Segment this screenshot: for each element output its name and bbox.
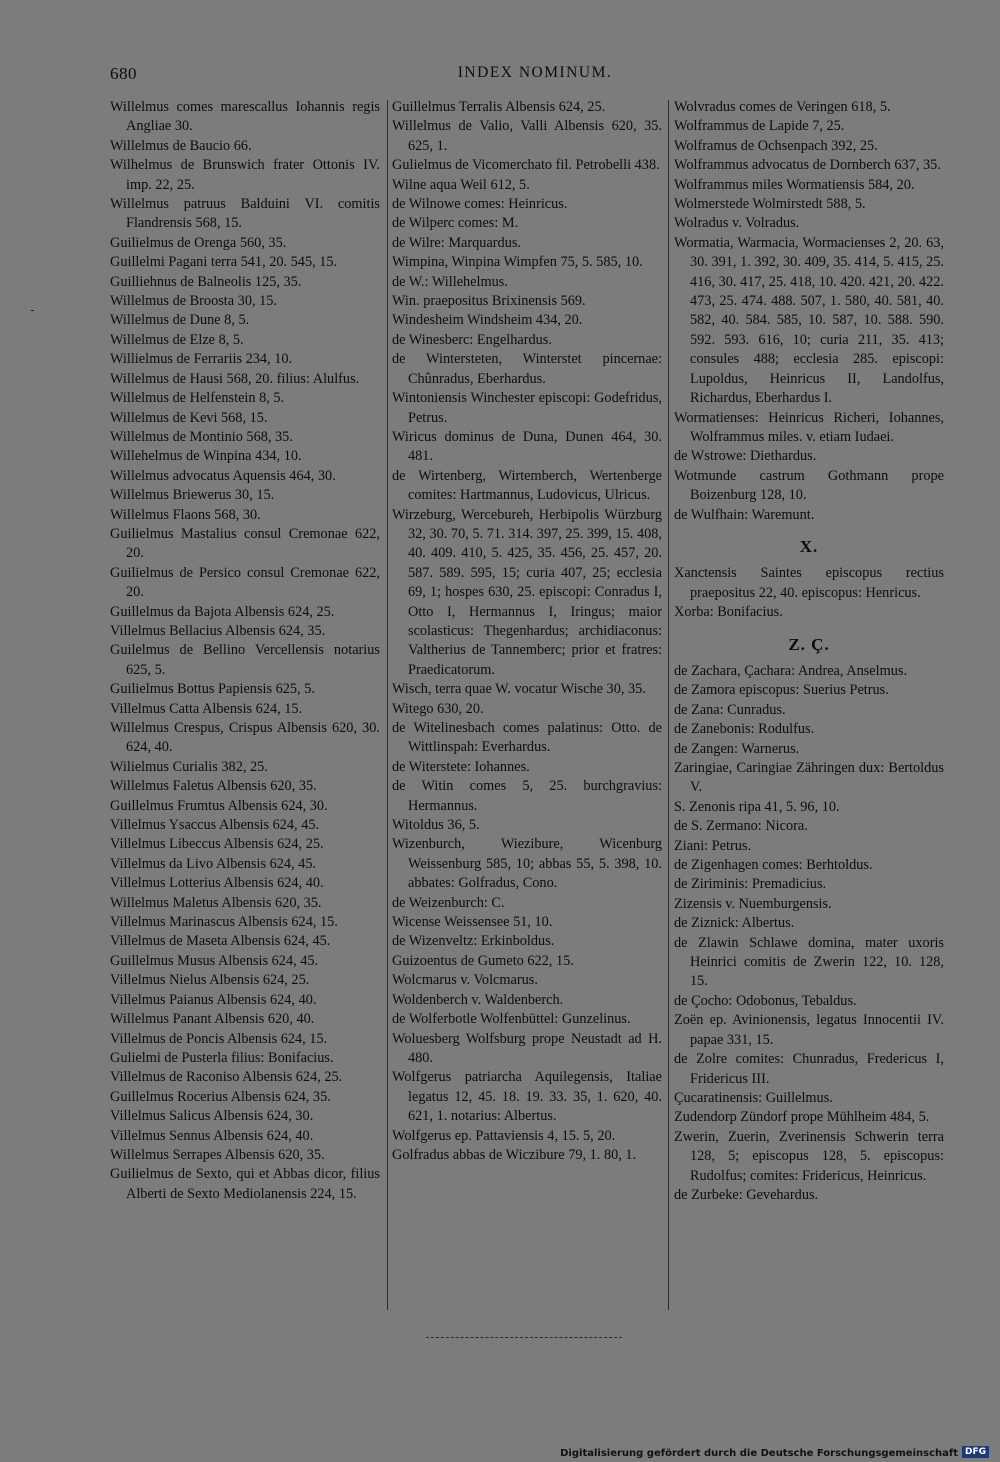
index-entry: Guilliehnus de Balneolis 125, 35. [110, 273, 302, 290]
index-entry: Zaringiae, Caringiae Zähringen dux: Bertoldus V. [674, 760, 944, 796]
index-entry: Wirzeburg, Wercebureh, Herbipolis Würzburg 32, 30. 70, 5. 71. 314. 397, 25. 399, 15. 408, 40. 409. 410, 5. 425, 35. 456, 25. 457, 20. 587. 589. 595, 15; curia 407, 25; ecclesia 69, 1; hospes 630, 25. episcopi: Conradus I, Otto I, Hermannus I, Iringus; maior scolasticus: Thegenhardus; archidiaconus: Valtherius de Tannemberc; prior et fratres: Praedicatorum. [392, 506, 662, 678]
index-entry: de Zachara, Çachara: Andrea, Anselmus. [674, 662, 908, 679]
index-entry: de Wilperc comes: M. [392, 215, 519, 232]
index-entry: Villelmus Catta Albensis 624, 15. [110, 700, 303, 717]
index-entry: Villelmus Paianus Albensis 624, 40. [110, 991, 317, 1008]
index-entry: Xorba: Bonifacius. [674, 604, 783, 621]
index-entry: Willelmus de Valio, Valli Albensis 620, 35. 625, 1. [392, 118, 662, 154]
dfg-logo: DFG [962, 1446, 989, 1458]
index-entry: Wolradus v. Volradus. [674, 215, 800, 232]
index-entry: Woluesberg Wolfsburg prope Neustadt ad H. 480. [392, 1030, 662, 1066]
column-divider [387, 100, 388, 1310]
index-entry: de W.: Willehelmus. [392, 273, 508, 290]
index-entry: Villelmus de Maseta Albensis 624, 45. [110, 933, 331, 950]
index-entry: de Witin comes 5, 25. burchgravius: Hermannus. [392, 778, 662, 814]
index-entry: Villelmus Libeccus Albensis 624, 25. [110, 836, 324, 853]
index-entry: Wolframmus miles Wormatiensis 584, 20. [674, 176, 915, 193]
index-entry: Guillelmus Frumtus Albensis 624, 30. [110, 797, 328, 814]
index-entry: Willelmus de Broosta 30, 15. [110, 293, 277, 310]
index-entry: Wotmunde castrum Gothmann prope Boizenburg 128, 10. [674, 467, 944, 504]
index-entry: de Zlawin Schlawe domina, mater uxoris Heinrici comitis de Zwerin 122, 10. 128, 15. [674, 934, 944, 990]
index-entry: Wolframus de Ochsenpach 392, 25. [674, 137, 878, 154]
index-entry: Wisch, terra quae W. vocatur Wische 30, 35. [392, 681, 646, 698]
index-entry: Willehelmus de Winpina 434, 10. [110, 448, 302, 465]
index-entry: Guillelmi Pagani terra 541, 20. 545, 15. [110, 254, 338, 271]
running-head: INDEX NOMINUM. [457, 64, 613, 81]
index-entry: Zizensis v. Nuemburgensis. [674, 895, 832, 912]
index-entry: Willelmus de Dune 8, 5. [110, 312, 250, 329]
index-entry: Ziani: Petrus. [674, 837, 752, 854]
index-entry: Villelmus Lotterius Albensis 624, 40. [110, 875, 324, 892]
index-entry: Guilielmus de Persico consul Cremonae 622, 20. [110, 564, 380, 601]
index-entry: de Wilre: Marquardus. [392, 234, 521, 251]
index-column-3 [674, 98, 944, 1205]
index-entry: Wolvradus comes de Veringen 618, 5. [674, 99, 891, 115]
index-entry: Willelmus de Baucio 66. [110, 137, 252, 154]
index-entry: Windesheim Windsheim 434, 20. [392, 312, 583, 329]
index-entry: Win. praepositus Brixinensis 569. [392, 293, 586, 310]
index-entry: Willelmus Serrapes Albensis 620, 35. [110, 1146, 325, 1163]
index-entry: Guizoentus de Gumeto 622, 15. [392, 952, 574, 969]
index-entry: de Wstrowe: Diethardus. [674, 448, 817, 465]
index-entry: de Ziriminis: Premadicius. [674, 876, 827, 893]
index-entry: Wormatia, Warmacia, Wormacienses 2, 20. 63, 30. 391, 1. 392, 30. 409, 35. 414, 5. 415, 25. 416, 30. 417, 25. 418, 10. 420. 421, 20. 422. 473, 25. 474. 488. 507, 1. 580, 40. 581, 40. 582, 40. 584. 585, 10. 587, 10. 588. 590. 592. 593. 616, 10; curia 211, 35. 413; consules 488; ecclesia 285. episcopi: Lupoldus, Heinricus II, Landolfus, Richardus, Eberhardus I. [674, 234, 944, 407]
index-entry: de Witelinesbach comes palatinus: Otto. de Wittlinspah: Everhardus. [392, 720, 662, 756]
index-entry: de Zamora episcopus: Suerius Petrus. [674, 682, 889, 699]
index-entry: de Weizenburch: C. [392, 894, 505, 911]
index-entry: Willelmus comes marescallus Iohannis regis Angliae 30. [110, 99, 380, 135]
index-column-2 [392, 98, 662, 1165]
index-entry: Gulielmi de Pusterla filius: Bonifacius. [110, 1049, 334, 1066]
index-entry: de Witerstete: Iohannes. [392, 758, 530, 775]
index-entry: Willelmus de Elze 8, 5. [110, 331, 244, 348]
index-entry: Willelmus Maletus Albensis 620, 35. [110, 894, 322, 911]
index-entry: Wolfgerus ep. Pattaviensis 4, 15. 5, 20. [392, 1127, 616, 1144]
index-entry: Wilhelmus de Brunswich frater Ottonis IV. imp. 22, 25. [110, 157, 380, 193]
index-entry: Guillelmus Terralis Albensis 624, 25. [392, 99, 606, 115]
index-entry: Zudendorp Zündorf prope Mühlheim 484, 5. [674, 1109, 930, 1126]
index-entry: Wolframmus de Lapide 7, 25. [674, 118, 845, 135]
index-entry: Wolfgerus patriarcha Aquilegensis, Italiae legatus 12, 45. 18. 19. 33. 35, 1. 620, 40. 621, 1. notarius: Albertus. [392, 1069, 662, 1125]
index-entry: Guilielmus de Orenga 560, 35. [110, 234, 287, 251]
index-entry: Guillelmus Musus Albensis 624, 45. [110, 952, 319, 969]
index-entry: de Zurbeke: Gevehardus. [674, 1186, 819, 1203]
index-entry: Villelmus Ysaccus Albensis 624, 45. [110, 817, 320, 834]
digitization-credit: Digitalisierung gefördert durch die Deutsche Forschungsgemeinschaft [560, 1448, 958, 1459]
index-entry: de Zigenhagen comes: Berhtoldus. [674, 857, 873, 874]
index-entry: Willelmus de Hausi 568, 20. filius: Alulfus. [110, 370, 360, 387]
index-entry: Çucaratinensis: Guillelmus. [674, 1089, 833, 1106]
index-entry: Zwerin, Zuerin, Zverinensis Schwerin terra 128, 5; episcopus 128, 5. episcopus: Rudolfus; comites: Fridericus, Heinricus. [674, 1128, 944, 1184]
index-entry: Golfradus abbas de Wiczibure 79, 1. 80, 1. [392, 1146, 637, 1163]
index-entry: Willelmus Flaons 568, 30. [110, 506, 261, 523]
index-entry: Guilelmus de Bellino Vercellensis notarius 625, 5. [110, 642, 380, 678]
index-entry: Willelmus de Helfenstein 8, 5. [110, 390, 285, 407]
index-entry: Willelmus de Kevi 568, 15. [110, 409, 268, 426]
index-entry: de Wintersteten, Winterstet pincernae: Chûnradus, Eberhardus. [392, 351, 662, 387]
index-entry: Wolframmus advocatus de Dornberch 637, 35. [674, 157, 941, 174]
index-entry: Zoën ep. Avinionensis, legatus Innocentii IV. papae 331, 15. [674, 1012, 944, 1048]
index-entry: Willelmus Panant Albensis 620, 40. [110, 1011, 315, 1028]
index-entry: S. Zenonis ripa 41, 5. 96, 10. [674, 798, 840, 815]
index-entry: Wormatienses: Heinricus Richeri, Iohannes, Wolframmus miles. v. etiam Iudaei. [674, 409, 944, 445]
index-entry: Villelmus Bellacius Albensis 624, 35. [110, 622, 326, 639]
index-column-1 [110, 98, 380, 1204]
index-entry: Wilne aqua Weil 612, 5. [392, 176, 530, 193]
index-entry: Woldenberch v. Waldenberch. [392, 991, 564, 1008]
index-entry: Xanctensis Saintes episcopus rectius praepositus 22, 40. episcopus: Henricus. [674, 565, 944, 601]
index-entry: Willelmus Crespus, Crispus Albensis 620, 30. 624, 40. [110, 720, 380, 756]
index-entry: de Wilnowe comes: Heinricus. [392, 196, 568, 213]
index-entry: Guilielmus de Sexto, qui et Abbas dicor, filius Alberti de Sexto Mediolanensis 224, 15. [110, 1166, 380, 1202]
letter-section-heading: Z. Ç. [788, 634, 830, 654]
index-entry: de Winesberc: Engelhardus. [392, 331, 552, 348]
index-entry: de Zanebonis: Rodulfus. [674, 721, 815, 738]
index-entry: de Wizenveltz: Erkinboldus. [392, 933, 555, 950]
index-entry: de Zana: Cunradus. [674, 701, 786, 718]
index-entry: de Çocho: Odobonus, Tebaldus. [674, 992, 857, 1009]
index-entry: Wicense Weissensee 51, 10. [392, 914, 553, 931]
end-rule [426, 1337, 622, 1338]
index-entry: Witego 630, 20. [392, 700, 484, 717]
index-entry: Villelmus Nielus Albensis 624, 25. [110, 972, 310, 989]
index-entry: Gulielmus de Vicomerchato fil. Petrobelli 438. [392, 157, 660, 174]
margin-mark [31, 310, 34, 311]
index-entry: de Wulfhain: Waremunt. [674, 506, 815, 523]
index-entry: de Zangen: Warnerus. [674, 740, 800, 757]
index-entry: Wolcmarus v. Volcmarus. [392, 972, 538, 989]
index-entry: Wiricus dominus de Duna, Dunen 464, 30. 481. [392, 428, 662, 465]
index-entry: Witoldus 36, 5. [392, 817, 480, 834]
index-entry: de Wirtenberg, Wirtemberch, Wertenberge comites: Hartmannus, Ludovicus, Ulricus. [392, 467, 662, 504]
index-entry: Guilielmus Bottus Papiensis 625, 5. [110, 681, 315, 698]
index-entry: de Zolre comites: Chunradus, Fredericus I, Fridericus III. [674, 1051, 944, 1087]
index-entry: Wolmerstede Wolmirstedt 588, 5. [674, 196, 866, 213]
index-entry: de S. Zermano: Nicora. [674, 818, 808, 835]
index-entry: Willelmus Briewerus 30, 15. [110, 487, 275, 504]
index-entry: Wimpina, Winpina Wimpfen 75, 5. 585, 10. [392, 254, 643, 271]
index-entry: Willelmus Faletus Albensis 620, 35. [110, 778, 317, 795]
column-divider [668, 100, 669, 1310]
index-entry: Guillelmus da Bajota Albensis 624, 25. [110, 603, 335, 620]
index-entry: Villelmus Salicus Albensis 624, 30. [110, 1108, 314, 1125]
index-entry: Willelmus advocatus Aquensis 464, 30. [110, 467, 336, 484]
index-entry: Guilielmus Mastalius consul Cremonae 622, 20. [110, 525, 380, 562]
index-entry: Willelmus de Montinio 568, 35. [110, 428, 293, 445]
page-number: 680 [110, 64, 137, 83]
index-entry: Wizenburch, Wiezibure, Wicenburg Weissenburg 585, 10; abbas 55, 5. 398, 10. abbates: Golfradus, Cono. [392, 836, 662, 892]
index-entry: Villelmus de Raconiso Albensis 624, 25. [110, 1069, 343, 1086]
index-entry: Wilielmus Curialis 382, 25. [110, 758, 268, 775]
index-entry: Guillelmus Rocerius Albensis 624, 35. [110, 1088, 331, 1105]
index-entry: Villelmus Marinascus Albensis 624, 15. [110, 914, 338, 931]
index-entry: Wintoniensis Winchester episcopi: Godefridus, Petrus. [392, 390, 662, 426]
index-entry: Villelmus Sennus Albensis 624, 40. [110, 1127, 314, 1144]
letter-section-heading: X. [799, 536, 819, 556]
index-entry: Villelmus de Poncis Albensis 624, 15. [110, 1030, 328, 1047]
index-entry: Willelmus patruus Balduini VI. comitis Flandrensis 568, 15. [110, 196, 380, 232]
index-entry: Villelmus da Livo Albensis 624, 45. [110, 855, 317, 872]
index-entry: Willielmus de Ferrariis 234, 10. [110, 351, 293, 368]
index-entry: de Ziznick: Albertus. [674, 915, 795, 932]
index-entry: de Wolferbotle Wolfenbüttel: Gunzelinus. [392, 1011, 631, 1028]
